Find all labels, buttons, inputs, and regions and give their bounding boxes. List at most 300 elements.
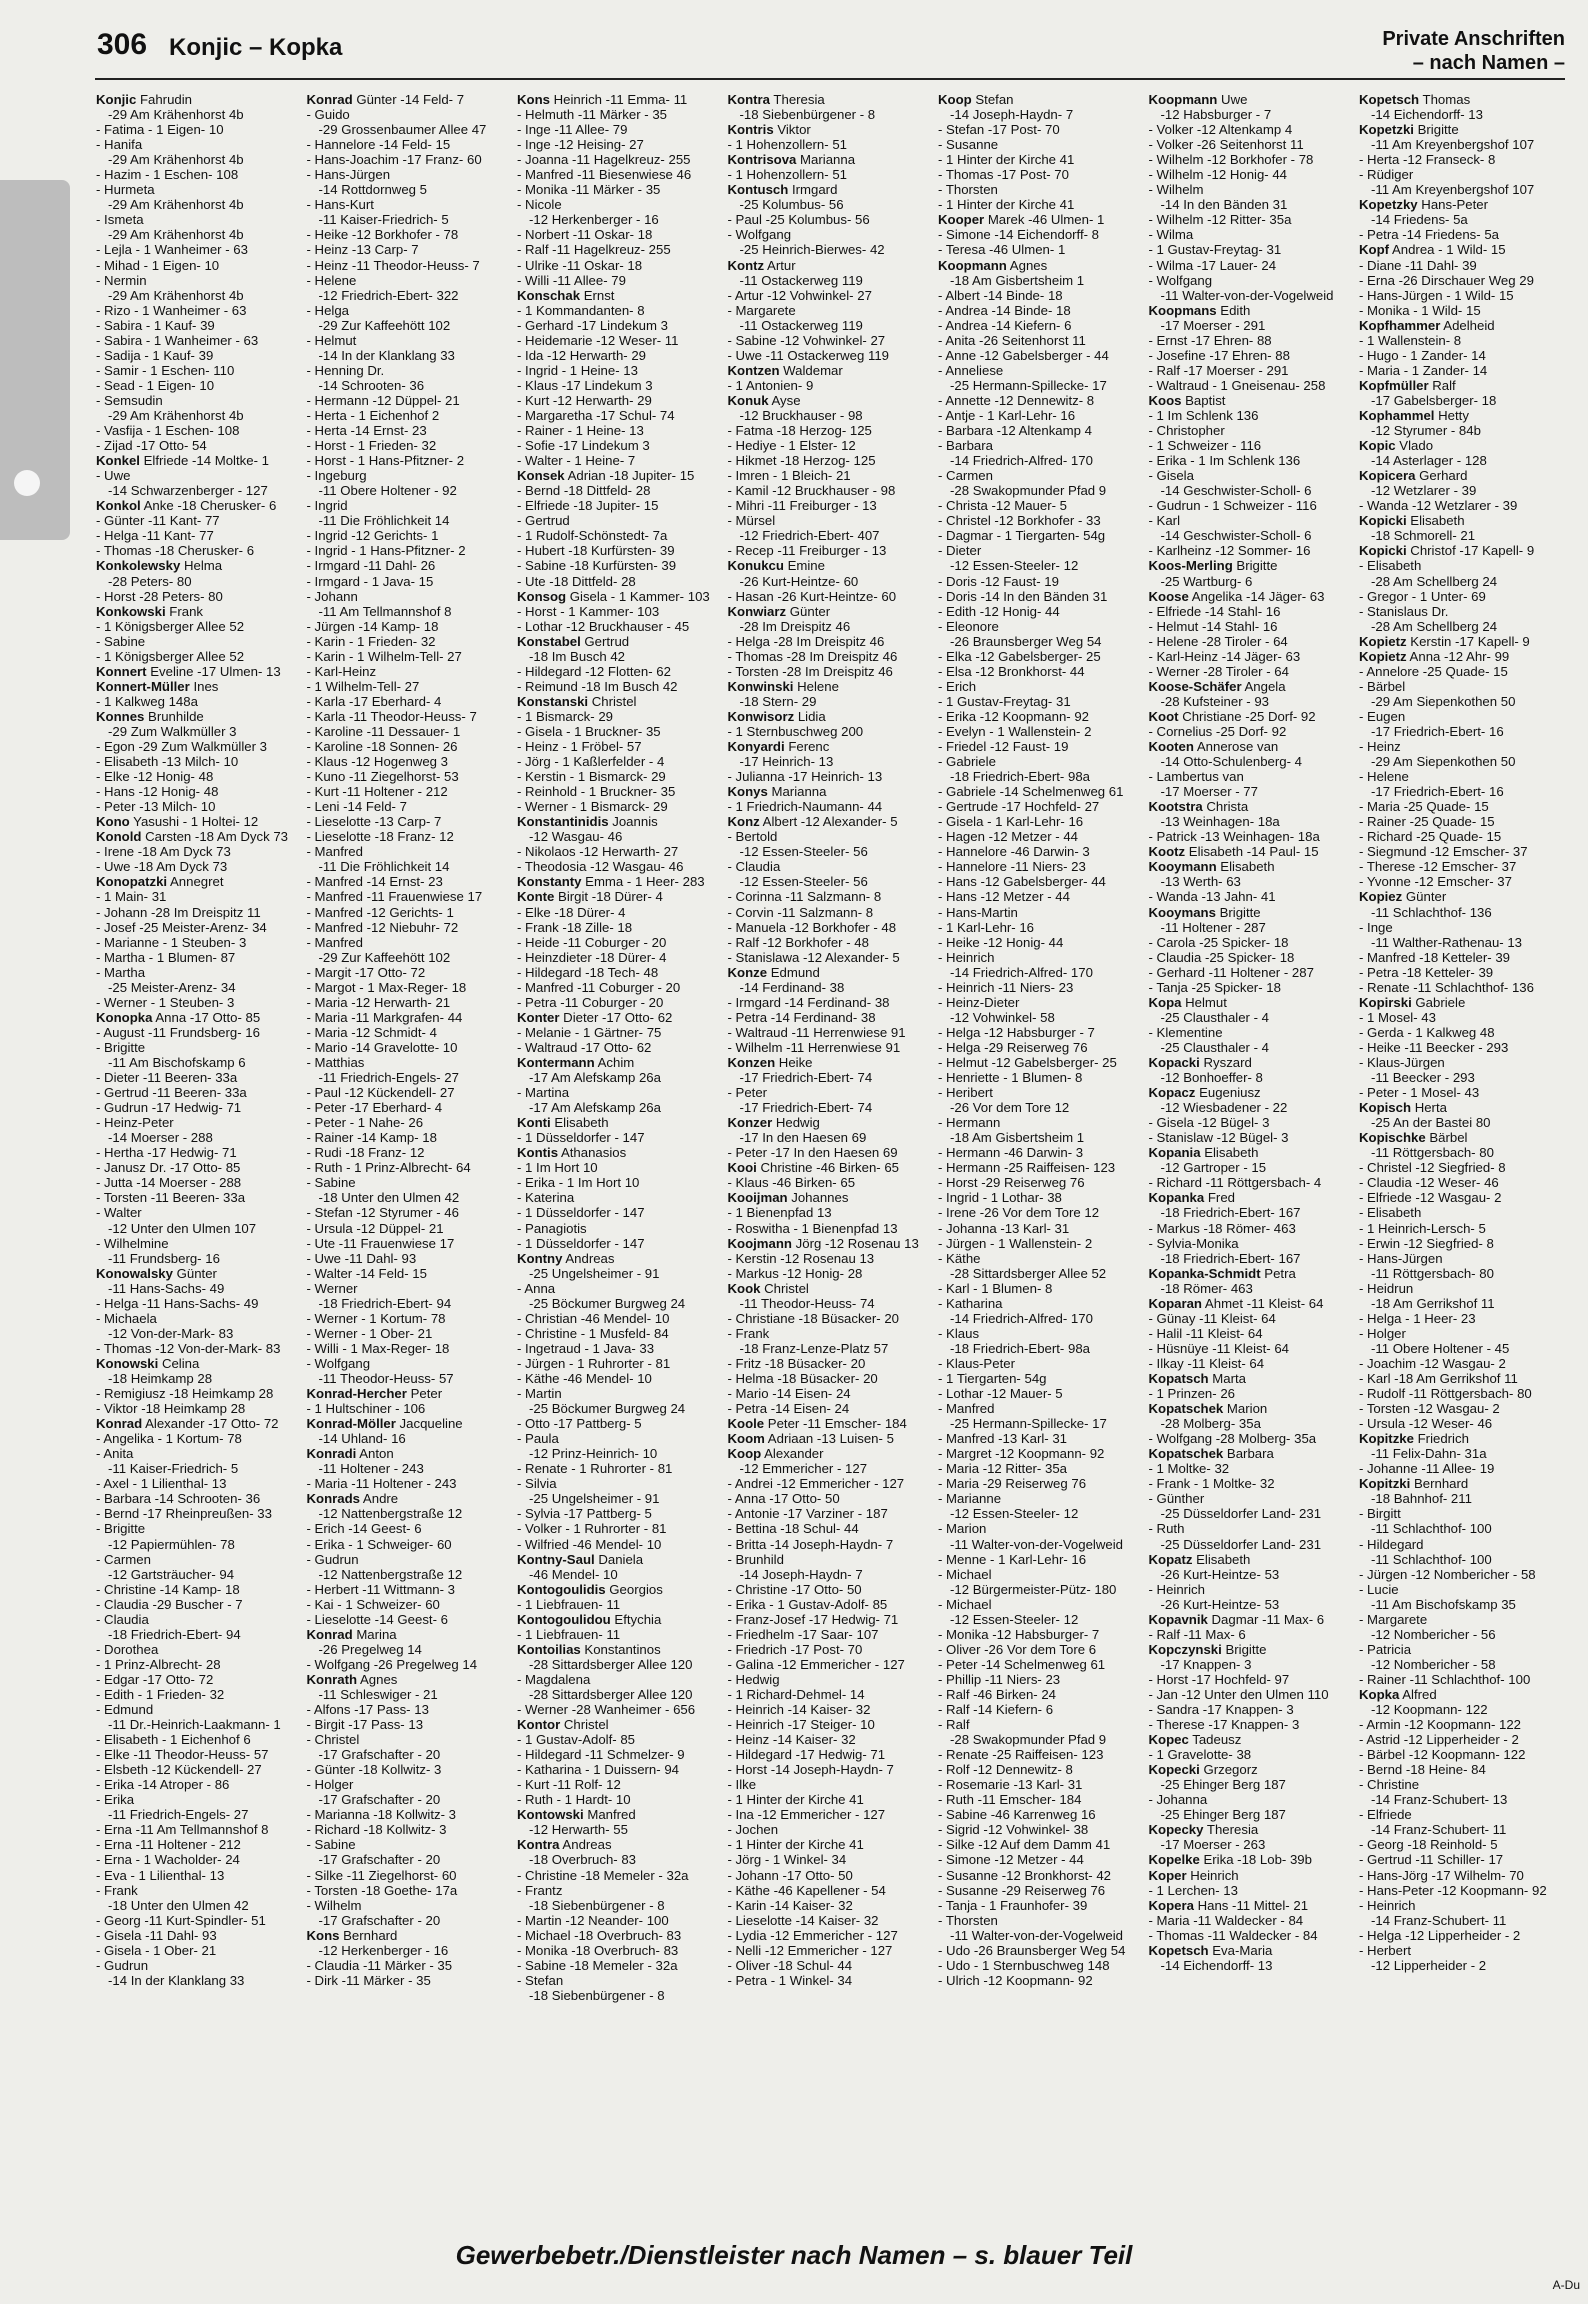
name-entry: - Reimund -18 Im Busch 42 (517, 678, 678, 694)
entry-detail: Ernst (580, 287, 615, 303)
name-entry: - Ingetraud - 1 Java- 33 (517, 1340, 655, 1356)
address-line: -11 Frundsberg- 16 (108, 1250, 220, 1266)
name-entry: - Josef -25 Meister-Arenz- 34 (96, 919, 267, 935)
name-entry: - Tanja -25 Spicker- 18 (1148, 979, 1281, 995)
name-entry: - Matthias (306, 1055, 365, 1070)
name-entry: - Udo - 1 Sternbuschweg 148 (938, 1957, 1110, 1973)
surname: Koopmans (1148, 302, 1217, 318)
surname: Kontra (727, 92, 770, 107)
name-entry: - Manfred -11 Coburger - 20 (517, 979, 681, 995)
name-entry: - Oliver -18 Schul- 44 (727, 1957, 853, 1973)
entry-detail: Alexander -17 Otto- 72 (142, 1416, 279, 1432)
name-entry: - Carmen (96, 1551, 151, 1567)
address-line: -28 Am Schellberg 24 (1371, 573, 1498, 589)
name-entry: - Ida -12 Herwarth- 29 (517, 347, 646, 363)
surname-entry (728, 1446, 933, 1461)
address-line: -17 Heinrich- 13 (739, 754, 834, 770)
name-entry: - Udo -26 Braunsberger Weg 54 (938, 1942, 1126, 1958)
entry-detail: Christa (1202, 799, 1249, 815)
name-entry: - 1 Düsseldorfer - 147 (517, 1235, 645, 1251)
surname-entry (307, 1672, 512, 1687)
name-entry: - Nikolaos -12 Herwarth- 27 (517, 844, 679, 860)
entry-detail: Herta (1411, 1100, 1447, 1116)
entry-detail: Eftychia (610, 1611, 662, 1627)
surname-entry (307, 92, 512, 107)
address-line: -11 Schleswiger - 21 (318, 1686, 438, 1702)
name-entry: - Thorsten (938, 1912, 998, 1928)
entry-detail: Waldemar (779, 362, 843, 378)
name-entry: - 1 Prinzen- 26 (1148, 1386, 1235, 1402)
surname-entry (517, 1552, 722, 1567)
surname: Kontowski (517, 1807, 584, 1823)
address-line: -12 Vohwinkel- 58 (950, 1009, 1055, 1025)
surname: Konwinski (727, 678, 794, 694)
name-entry: - Hans-Jörg -17 Wilhelm- 70 (1359, 1867, 1524, 1883)
name-entry: - Egon -29 Zum Walkmüller 3 (96, 739, 267, 755)
name-entry: - Gabriele (938, 754, 996, 770)
entry-detail: Alexander (761, 1446, 824, 1462)
header-rule (95, 78, 1565, 80)
entry-detail: Marina (352, 1626, 397, 1642)
name-entry: - Fritz -18 Büsacker- 20 (727, 1355, 866, 1371)
entry-detail: Elfriede -14 Moltke- 1 (139, 453, 269, 469)
address-line: -28 Swakopmunder Pfad 9 (950, 483, 1107, 499)
name-entry: - Christine -14 Kamp- 18 (96, 1581, 240, 1597)
surname-entry (1149, 1762, 1354, 1777)
name-entry: - Kuno -11 Ziegelhorst- 53 (306, 769, 459, 785)
address-line: -11 Röttgersbach- 80 (1371, 1145, 1494, 1161)
name-entry: - 1 Hinter der Kirche 41 (727, 1837, 864, 1853)
entry-detail: Uwe (1217, 92, 1248, 107)
address-line: -14 Rottdornweg 5 (318, 182, 427, 198)
name-entry: - Ralf -17 Moerser - 291 (1148, 362, 1289, 378)
surname-entry (1149, 589, 1354, 604)
surname-entry (1149, 1552, 1354, 1567)
name-entry: - Katharina - 1 Duissern- 94 (517, 1762, 679, 1778)
name-entry: - Hans-Jürgen (1359, 1250, 1443, 1266)
surname: Kontis (517, 1145, 559, 1161)
name-entry: - Sabine -12 Vohwinkel- 27 (727, 332, 886, 348)
name-entry: - Barbara -14 Schrooten- 36 (96, 1491, 261, 1507)
name-entry: - Katerina (517, 1190, 575, 1206)
name-entry: - Uwe -18 Am Dyck 73 (96, 859, 228, 875)
name-entry: - Edith -12 Honig- 44 (938, 603, 1060, 619)
surname-entry (728, 258, 933, 273)
surname-entry (517, 589, 722, 604)
surname-entry (1149, 1055, 1354, 1070)
name-entry: - Stefan -12 Styrumer - 46 (306, 1205, 459, 1221)
surname-entry (1149, 859, 1354, 874)
name-entry: - Mürsel (727, 513, 776, 529)
entry-detail: Friedrich (1413, 1431, 1469, 1447)
entry-detail: Ryszard (1199, 1055, 1252, 1070)
surname: Kopania (1148, 1145, 1201, 1161)
surname-entry (517, 1642, 722, 1657)
address-line: -18 Römer- 463 (1160, 1280, 1253, 1296)
name-entry: - Erika -12 Koopmann- 92 (938, 708, 1089, 724)
entry-detail: Ralf (1428, 377, 1456, 393)
name-entry: - Helga -12 Lipperheider - 2 (1359, 1927, 1521, 1943)
surname: Konopatzki (96, 874, 168, 890)
name-entry: - Sabine -46 Karrenweg 16 (938, 1807, 1096, 1823)
entry-detail: Anna -12 Ahr- 99 (1406, 648, 1510, 664)
name-entry: - Wilhelm -12 Borkhofer - 78 (1148, 152, 1314, 168)
surname: Kopec (1148, 1732, 1189, 1748)
surname: Konrad (306, 1626, 353, 1642)
name-entry: - Wilhelm (1148, 182, 1204, 198)
name-entry: - Hüsnüye -11 Kleist- 64 (1148, 1340, 1289, 1356)
name-entry: - Manfred -11 Frauenwiese 17 (306, 889, 483, 905)
name-entry: - Gudrun -17 Hedwig- 71 (96, 1100, 242, 1116)
surname: Koop (727, 1446, 762, 1462)
name-entry: - Elisabeth - 1 Eichenhof 6 (96, 1732, 251, 1748)
surname-entry (96, 453, 301, 468)
name-entry: - Gabriele -14 Schelmenweg 61 (938, 784, 1124, 800)
surname-entry (728, 739, 933, 754)
name-entry: - Herta -14 Ernst- 23 (306, 423, 427, 439)
surname: Konzer (727, 1115, 773, 1131)
name-entry: - Heinz -13 Carp- 7 (306, 242, 419, 258)
entry-detail: Christel (588, 693, 637, 709)
entry-detail: Ayse (768, 392, 801, 408)
address-line: -17 Friedrich-Ebert- 16 (1371, 784, 1504, 800)
name-entry: - Rudi -18 Franz- 12 (306, 1145, 425, 1161)
name-entry: - 1 Hinter der Kirche 41 (938, 152, 1075, 168)
name-entry: - Karl -18 Am Gerrikshof 11 (1359, 1370, 1518, 1386)
name-entry: - Michael (938, 1596, 992, 1612)
name-entry: - Gerda - 1 Kalkweg 48 (1359, 1024, 1495, 1040)
surname-entry (307, 1416, 512, 1431)
name-entry: - Maria - 1 Zander- 14 (1359, 362, 1488, 378)
name-entry: - Ursula -12 Weser- 46 (1359, 1416, 1493, 1432)
address-line: -14 Franz-Schubert- 13 (1371, 1792, 1508, 1808)
name-entry: - Karlheinz -12 Sommer- 16 (1148, 543, 1311, 559)
surname-entry (728, 558, 933, 573)
name-entry: - Lucie (1359, 1581, 1399, 1597)
surname-entry (1149, 905, 1354, 920)
name-entry: - Artur -12 Vohwinkel- 27 (727, 287, 872, 303)
name-entry: - Fatima - 1 Eigen- 10 (96, 122, 224, 138)
name-entry: - Horst -28 Peters- 80 (96, 588, 223, 604)
entry-detail: Hedwig (772, 1115, 820, 1131)
surname: Konkolewsky (96, 558, 181, 574)
name-entry: - Klaus-Peter (938, 1355, 1015, 1371)
entry-detail: Alfred (1399, 1686, 1437, 1702)
surname-entry (728, 709, 933, 724)
entry-detail: Fahrudin (136, 92, 193, 107)
name-entry: - Barbara (938, 438, 993, 454)
surname-entry (307, 1491, 512, 1506)
name-entry: - Birgitt (1359, 1506, 1401, 1522)
address-line: -18 Friedrich-Ebert- 94 (318, 1295, 452, 1311)
address-line: -12 Herkenberger - 16 (529, 212, 659, 228)
surname-entry (1149, 1612, 1354, 1627)
name-entry: - Johann -28 Im Dreispitz 11 (96, 904, 261, 920)
name-entry: - Gertrud -11 Schiller- 17 (1359, 1852, 1504, 1868)
address-line: -12 Prinz-Heinrich- 10 (529, 1446, 658, 1462)
name-entry: - Ute -11 Frauenwiese 17 (306, 1235, 455, 1251)
name-entry: - Heike -11 Beecker - 293 (1359, 1039, 1509, 1055)
name-entry: - Horst - 1 Kammer- 103 (517, 603, 660, 619)
name-entry: - Thomas -12 Von-der-Mark- 83 (96, 1340, 281, 1356)
name-entry: - Ingrid - 1 Lothar- 38 (938, 1190, 1062, 1206)
name-entry: - Manfred (306, 844, 363, 860)
address-line: -29 Zur Kaffeehött 102 (318, 949, 451, 965)
address-line: -28 Swakopmunder Pfad 9 (950, 1732, 1107, 1748)
name-entry: - Thomas -18 Cherusker- 6 (96, 543, 255, 559)
name-entry: - Galina -12 Emmericher - 127 (727, 1656, 905, 1672)
surname-entry (517, 889, 722, 904)
entry-detail: Erika -18 Lob- 39b (1199, 1852, 1312, 1868)
entry-detail: Angelika -14 Jäger- 63 (1188, 588, 1325, 604)
name-entry: - Elisabeth (1359, 558, 1422, 574)
name-entry: - Stanislawa -12 Alexander- 5 (727, 949, 900, 965)
name-entry: - Irene -26 Vor dem Tore 12 (938, 1205, 1100, 1221)
name-entry: - Ulrike -11 Oskar- 18 (517, 257, 643, 273)
surname: Konkowski (96, 603, 166, 619)
name-entry: - Christel -12 Borkhofer - 33 (938, 513, 1101, 529)
name-entry: - Wolfgang (306, 1355, 371, 1371)
surname: Koparan (1148, 1295, 1202, 1311)
entry-detail: Irmgard (788, 182, 838, 198)
name-entry: - Norbert -11 Oskar- 18 (517, 227, 653, 243)
address-line: -12 Friedrich-Ebert- 322 (318, 287, 459, 303)
surname: Konnes (96, 708, 145, 724)
name-entry: - Hans-Jürgen (306, 167, 391, 183)
name-entry: - Dieter (938, 543, 982, 559)
name-entry: - Erika - 1 Im Hort 10 (517, 1175, 640, 1191)
surname-entry (1359, 122, 1564, 137)
name-entry: - Heinz-Dieter (938, 994, 1020, 1010)
name-entry: - Helmuth -11 Märker - 35 (517, 107, 667, 123)
address-line: -11 Am Kreyenbergshof 107 (1371, 182, 1535, 198)
name-entry: - Wilfried -46 Mendel- 10 (517, 1536, 662, 1552)
name-entry: - Karla -11 Theodor-Heuss- 7 (306, 708, 477, 724)
name-entry: - Jörg - 1 Kaßlerfelder - 4 (517, 754, 665, 770)
surname: Kopacz (1148, 1085, 1196, 1101)
name-entry: - Hermann -12 Düppel- 21 (306, 392, 460, 408)
surname: Konrad-Hercher (306, 1386, 407, 1402)
name-entry: - Maria -12 Ritter- 35a (938, 1461, 1067, 1477)
address-line: -25 Düsseldorfer Land- 231 (1160, 1506, 1322, 1522)
surname-entry (96, 498, 301, 513)
directory-column (938, 92, 1143, 2227)
name-entry: - Siegmund -12 Emscher- 37 (1359, 844, 1528, 860)
name-entry: - Helga -28 Im Dreispitz 46 (727, 633, 885, 649)
name-entry: - Susanne -12 Bronkhorst- 42 (938, 1867, 1111, 1883)
name-entry: - Marianna -18 Kollwitz- 3 (306, 1807, 457, 1823)
name-entry: - Anneliese (938, 362, 1004, 378)
name-entry: - Magdalena (517, 1671, 591, 1687)
name-entry: - Inge -11 Allee- 79 (517, 122, 628, 138)
surname-entry (1359, 468, 1564, 483)
name-entry: - Barbara -12 Altenkamp 4 (938, 423, 1092, 439)
surname: Kopatz (1148, 1551, 1193, 1567)
surname: Kontermann (517, 1055, 595, 1070)
name-entry: - Uwe (96, 468, 131, 484)
entry-detail: Gertrud (580, 633, 630, 649)
name-entry: - Christa -12 Mauer- 5 (938, 498, 1067, 514)
name-entry: - Angelika - 1 Kortum- 78 (96, 1431, 242, 1447)
address-line: -18 Im Busch 42 (529, 648, 626, 664)
name-entry: - Heike -12 Honig- 44 (938, 934, 1064, 950)
name-entry: - 1 Bienenpfad 13 (727, 1205, 832, 1221)
name-entry: - Jörg - 1 Winkel- 34 (727, 1852, 847, 1868)
surname-entry (517, 1807, 722, 1822)
name-entry: - Josefine -17 Ehren- 88 (1148, 347, 1290, 363)
name-entry: - Astrid -12 Lipperheider - 2 (1359, 1732, 1519, 1748)
name-entry: - Michael -18 Overbruch- 83 (517, 1927, 682, 1943)
surname: Koopmann (938, 257, 1007, 273)
name-entry: - Gisela (1148, 468, 1194, 484)
name-entry: - Monika -11 Märker - 35 (517, 182, 661, 198)
address-line: -12 Unter den Ulmen 107 (108, 1220, 257, 1236)
name-entry: - Karin -14 Kaiser- 32 (727, 1897, 853, 1913)
name-entry: - Horst -17 Hochfeld- 97 (1148, 1671, 1290, 1687)
name-entry: - Frank - 1 Moltke- 32 (1148, 1476, 1275, 1492)
directory-column (1359, 92, 1564, 2227)
address-line: -18 Franz-Lenze-Platz 57 (739, 1340, 889, 1356)
name-entry: - Manfred -18 Ketteler- 39 (1359, 949, 1510, 965)
name-entry: - Therese -12 Emscher- 37 (1359, 859, 1517, 875)
address-line: -17 Grafschafter - 20 (318, 1912, 441, 1928)
name-entry: - Anna -17 Otto- 50 (727, 1491, 840, 1507)
name-entry: - Irmgard -14 Ferdinand- 38 (727, 994, 890, 1010)
name-entry: - Werner -28 Tiroler - 64 (1148, 663, 1289, 679)
surname-entry (728, 679, 933, 694)
name-entry: - Johann (306, 588, 358, 604)
surname-entry (1149, 1822, 1354, 1837)
address-line: -29 Am Siepenkothen 50 (1371, 693, 1516, 709)
name-entry: - 1 Im Schlenk 136 (1148, 407, 1259, 423)
name-entry: - Bernd -17 Rheinpreußen- 33 (96, 1506, 272, 1522)
entry-detail: Heike (775, 1055, 813, 1070)
surname-entry (1359, 378, 1564, 393)
address-line: -12 Nombericher - 56 (1371, 1626, 1496, 1642)
name-entry: - Maria -12 Schmidt- 4 (306, 1024, 437, 1040)
entry-detail: Carsten -18 Am Dyck 73 (141, 829, 289, 845)
name-entry: - Volker -26 Seitenhorst 11 (1148, 137, 1304, 153)
name-entry: - 1 Hohenzollern- 51 (727, 137, 847, 153)
entry-detail: Hans -11 Mittel- 21 (1193, 1897, 1309, 1913)
surname: Koot (1148, 708, 1179, 724)
surname-entry (728, 1416, 933, 1431)
name-entry: - Peter - 1 Mosel- 43 (1359, 1085, 1480, 1101)
surname: Kopka (1359, 1686, 1400, 1702)
entry-detail: Heinrich -11 Emma- 11 (549, 92, 688, 107)
name-entry: - Karin - 1 Frieden- 32 (306, 633, 436, 649)
name-entry: - Hildegard -12 Flotten- 62 (517, 663, 671, 679)
entry-detail: Brunhilde (144, 708, 204, 724)
surname-entry (728, 814, 933, 829)
name-entry: - Bettina -18 Schul- 44 (727, 1521, 859, 1537)
name-entry: - Elka -12 Gabelsberger- 25 (938, 648, 1101, 664)
name-entry: - Christiane -18 Büsacker- 20 (727, 1310, 900, 1326)
surname: Konze (727, 964, 768, 980)
name-entry: - Erika - 1 Gustav-Adolf- 85 (727, 1596, 888, 1612)
name-entry: - Elke -18 Dürer- 4 (517, 904, 626, 920)
name-entry: - Brunhild (727, 1551, 784, 1567)
name-entry: - Günay -11 Kleist- 64 (1148, 1310, 1276, 1326)
address-line: -18 Unter den Ulmen 42 (318, 1190, 460, 1206)
entry-detail: Helmut (1181, 994, 1227, 1010)
surname: Koose-Schäfer (1148, 678, 1242, 694)
name-entry: - Thorsten (938, 182, 998, 198)
name-entry: - Lothar -12 Mauer- 5 (938, 1386, 1063, 1402)
address-line: -11 Theodor-Heuss- 74 (739, 1295, 875, 1311)
entry-detail: Annegret (167, 874, 224, 890)
name-entry: - 1 Liebfrauen- 11 (517, 1626, 621, 1642)
name-entry: - Antje - 1 Karl-Lehr- 16 (938, 407, 1076, 423)
entry-detail: Gerhard (1415, 468, 1468, 484)
entry-detail: Emine (783, 558, 825, 574)
entry-detail: Tadeusz (1188, 1732, 1242, 1748)
name-entry: - Maria -11 Waldecker - 84 (1148, 1912, 1304, 1928)
surname: Konstanty (517, 874, 582, 890)
address-line: -11 Kaiser-Friedrich- 5 (108, 1461, 239, 1477)
name-entry: - Hans-Peter -12 Koopmann- 92 (1359, 1882, 1547, 1898)
name-entry: - Albert -14 Binde- 18 (938, 287, 1063, 303)
name-entry: - Hugo - 1 Zander- 14 (1359, 347, 1486, 363)
name-entry: - Helga -12 Habsburger - 7 (938, 1024, 1095, 1040)
surname-entry (728, 965, 933, 980)
name-entry: - Rizo - 1 Wanheimer - 63 (96, 302, 247, 318)
name-entry: - Elfriede -14 Stahl- 16 (1148, 603, 1281, 619)
name-entry: - Helma -18 Büsacker- 20 (727, 1370, 878, 1386)
name-entry: - Mihad - 1 Eigen- 10 (96, 257, 220, 273)
name-entry: - Kurt -12 Herwarth- 29 (517, 392, 652, 408)
name-entry: - Gertrud -11 Beeren- 33a (96, 1085, 247, 1101)
surname-entry (728, 1115, 933, 1130)
name-entry: - Gisela - 1 Karl-Lehr- 16 (938, 814, 1084, 830)
name-entry: - Christel (306, 1732, 360, 1748)
surname: Konold (96, 829, 142, 845)
address-line: -17 Moerser - 77 (1160, 784, 1258, 800)
entry-detail: Adelheid (1440, 317, 1495, 333)
surname-entry (517, 1145, 722, 1160)
name-entry: - Inge (1359, 919, 1393, 935)
name-entry: - Cornelius -25 Dorf- 92 (1148, 723, 1287, 739)
address-line: -18 Am Gerrikshof 11 (1371, 1295, 1495, 1311)
address-line: -12 Lipperheider - 2 (1371, 1957, 1487, 1973)
name-entry: - Wilma -17 Lauer- 24 (1148, 257, 1277, 273)
name-entry: - 1 Gustav-Adolf- 85 (517, 1732, 636, 1748)
name-entry: - Lydia -12 Emmericher - 127 (727, 1927, 898, 1943)
address-line: -17 Grafschafter - 20 (318, 1852, 441, 1868)
surname-entry (1359, 1687, 1564, 1702)
entry-detail: Frank (165, 603, 203, 619)
name-entry: - Werner - 1 Ober- 21 (306, 1325, 433, 1341)
name-entry: - Hildegard -17 Hedwig- 71 (727, 1747, 886, 1763)
name-entry: - Melanie - 1 Gärtner- 75 (517, 1024, 662, 1040)
name-entry: - Rosemarie -13 Karl- 31 (938, 1777, 1083, 1793)
name-entry: - Helga (306, 302, 350, 318)
name-entry: - Eugen (1359, 708, 1406, 724)
surname-entry (96, 1416, 301, 1431)
surname-entry (96, 664, 301, 679)
surname-entry (1359, 1431, 1564, 1446)
name-entry: - Wolfgang -26 Pregelweg 14 (306, 1656, 478, 1672)
name-entry: - Corvin -11 Salzmann- 8 (727, 904, 874, 920)
address-line: -11 Theodor-Heuss- 57 (318, 1370, 454, 1386)
name-entry: - Margarete (727, 302, 796, 318)
name-entry: - 1 Moltke- 32 (1148, 1461, 1230, 1477)
name-entry: - 1 Antonien- 9 (727, 377, 814, 393)
address-line: -29 Zum Walkmüller 3 (108, 723, 237, 739)
name-entry: - Manuela -12 Borkhofer - 48 (727, 919, 897, 935)
name-entry: - Gerhard -17 Lindekum 3 (517, 317, 668, 333)
name-entry: - Sofie -17 Lindekum 3 (517, 438, 650, 454)
